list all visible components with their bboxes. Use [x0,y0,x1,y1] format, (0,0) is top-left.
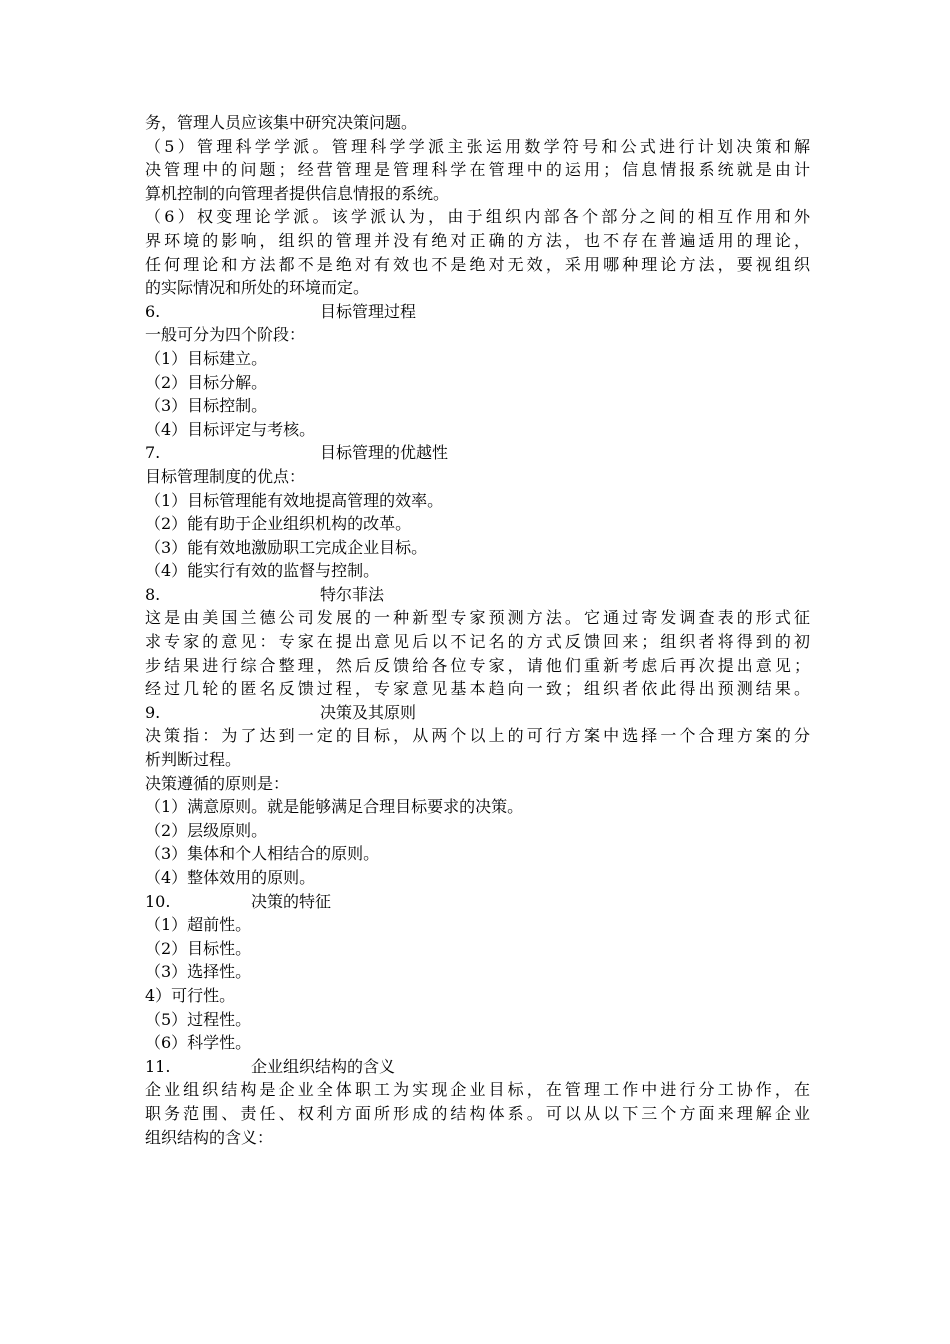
section-title: 特尔菲法 [320,584,385,604]
section-heading [145,1055,810,1079]
paragraph-line: 析判断过程。 [145,750,242,770]
paragraph-line: （4）目标评定与考核。 [145,419,316,439]
paragraph-line: （3）集体和个人相结合的原则。 [145,844,380,864]
paragraph-line: （4）整体效用的原则。 [145,868,316,887]
paragraph-line: 的实际情况和所处的环境而定。 [145,278,370,298]
document-page [145,111,810,1149]
paragraph-line: 企业组织结构是企业全体职工为实现企业目标，在管理工作中进行分工协作，在 [145,1080,810,1100]
section-number: 9. [145,702,161,722]
paragraph-line: 决策遵循的原则是： [145,773,290,793]
paragraph-line: 职务范围、责任、权利方面所形成的结构体系。可以从以下三个方面来理解企业 [145,1103,810,1123]
paragraph-line: 任何理论和方法都不是绝对有效也不是绝对无效，采用哪种理论方法，要视组织 [145,254,810,274]
paragraph-line: （3）目标控制。 [145,396,268,416]
section-heading [145,441,810,465]
section-heading [145,701,810,725]
paragraph-line: （2）层级原则。 [145,820,268,840]
paragraph-line: （1）目标建立。 [145,348,268,368]
paragraph-line: （1）满意原则。就是能够满足合理目标要求的决策。 [145,797,524,817]
section-title: 决策及其原则 [320,702,417,722]
paragraph-line: 决管理中的问题；经营管理是管理科学在管理中的运用；信息情报系统就是由计 [145,160,810,180]
paragraph-line: 经过几轮的匿名反馈过程，专家意见基本趋向一致；组织者依此得出预测结果。 [145,679,810,699]
paragraph-line: 求专家的意见：专家在提出意见后以不记名的方式反馈回来；组织者将得到的初 [145,632,810,652]
paragraph-line: （2）目标性。 [145,938,252,958]
paragraph-line: 这是由美国兰德公司发展的一种新型专家预测方法。它通过寄发调查表的形式征 [145,608,810,628]
section-title: 目标管理过程 [320,301,417,321]
paragraph-line: （3）能有效地激励职工完成企业目标。 [145,537,428,557]
section-number: 7. [145,443,161,463]
section-number: 10. [145,891,171,911]
paragraph-line: （4）能实行有效的监督与控制。 [145,561,380,581]
paragraph-line: （6）科学性。 [145,1033,252,1053]
paragraph-line: （2）能有助于企业组织机构的改革。 [145,514,412,534]
paragraph-line: 一般可分为四个阶段： [145,325,306,345]
paragraph-line: 步结果进行综合整理，然后反馈给各位专家，请他们重新考虑后再次提出意见； [145,655,810,675]
paragraph-line: 决策指：为了达到一定的目标，从两个以上的可行方案中选择一个合理方案的分 [145,726,810,746]
section-number: 11. [145,1056,171,1076]
paragraph-line: （1）目标管理能有效地提高管理的效率。 [145,490,444,510]
paragraph-line: 目标管理制度的优点： [145,466,306,486]
paragraph-line: （6）权变理论学派。该学派认为，由于组织内部各个部分之间的相互作用和外 [145,207,810,227]
paragraph-line: 界环境的影响，组织的管理并没有绝对正确的方法，也不存在普遍适用的理论， [145,230,810,250]
paragraph-line: 算机控制的向管理者提供信息情报的系统。 [145,183,450,203]
paragraph-line: 务，管理人员应该集中研究决策问题。 [145,113,418,132]
section-number: 8. [145,584,161,604]
paragraph-line: 4）可行性。 [145,985,236,1005]
section-heading [145,890,810,914]
section-heading [145,300,810,324]
section-title: 目标管理的优越性 [320,443,449,463]
paragraph-line: （2）目标分解。 [145,372,268,392]
section-number: 6. [145,301,161,321]
paragraph-line: （1）超前性。 [145,915,252,935]
paragraph-line: （5）管理科学学派。管理科学学派主张运用数学符号和公式进行计划决策和解 [145,136,810,156]
section-title: 决策的特征 [251,891,332,911]
paragraph-line: （5）过程性。 [145,1009,252,1029]
section-title: 企业组织结构的含义 [251,1056,396,1076]
section-heading [145,583,810,607]
paragraph-line: （3）选择性。 [145,962,252,982]
paragraph-line: 组织结构的含义： [145,1127,274,1147]
